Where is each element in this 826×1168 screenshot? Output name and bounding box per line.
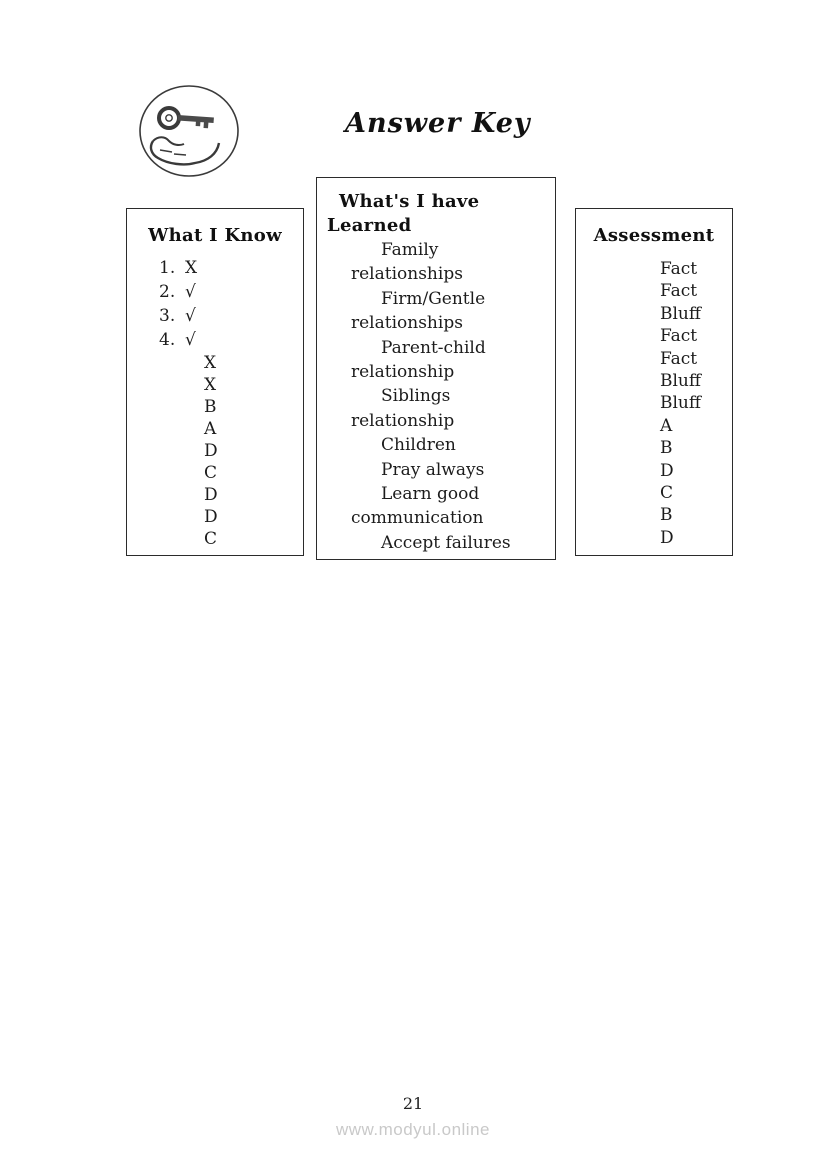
assessment-title: Assessment bbox=[593, 225, 715, 246]
answer-item: Bluff bbox=[660, 303, 701, 324]
item-number: 3. bbox=[159, 306, 176, 326]
answer-item: Accept failures bbox=[381, 532, 511, 553]
answer-item: Family bbox=[381, 240, 439, 260]
answer-item: D bbox=[660, 460, 674, 481]
answer-item: Fact bbox=[660, 348, 698, 369]
page-title: Answer Key bbox=[345, 108, 531, 139]
answer-item: Firm/Gentle bbox=[381, 288, 486, 309]
answer-item: Bluff bbox=[660, 393, 701, 414]
answer-item: Fact bbox=[660, 326, 698, 347]
item-value: √ bbox=[185, 330, 196, 350]
answer-item: Pray always bbox=[381, 459, 485, 480]
item-number: 4. bbox=[159, 330, 176, 350]
what-i-know-box bbox=[126, 208, 304, 556]
assessment-box bbox=[575, 208, 733, 556]
what-i-know-title: What I Know bbox=[148, 225, 282, 246]
key-in-hand-icon bbox=[138, 84, 240, 178]
answer-item: B bbox=[660, 505, 673, 526]
answer-item: Bluff bbox=[660, 371, 701, 392]
answer-item: B bbox=[204, 397, 217, 417]
answer-item bbox=[127, 280, 303, 304]
answer-item: Fact bbox=[660, 281, 698, 302]
answer-item: Parent-child bbox=[381, 337, 486, 358]
answer-item: B bbox=[660, 438, 673, 459]
whats-learned-title: Learned bbox=[327, 215, 412, 236]
answer-item: X bbox=[204, 375, 217, 395]
answer-item: A bbox=[660, 415, 673, 436]
watermark: www.modyul.online bbox=[335, 1120, 490, 1139]
answer-item bbox=[127, 256, 303, 280]
answer-item: D bbox=[204, 507, 218, 527]
answer-item: C bbox=[204, 529, 218, 549]
answer-item: Learn good bbox=[381, 484, 480, 505]
key-icon bbox=[138, 84, 240, 178]
item-value: √ bbox=[185, 306, 196, 326]
answer-item bbox=[127, 304, 303, 328]
whats-learned-title: What's I have bbox=[339, 191, 480, 212]
answer-item: Fact bbox=[660, 259, 698, 279]
answer-item: A bbox=[204, 419, 217, 439]
item-number: 2. bbox=[159, 282, 176, 302]
answer-item: relationships bbox=[351, 264, 463, 285]
answer-item: communication bbox=[351, 508, 484, 529]
answer-item: D bbox=[660, 527, 674, 548]
answer-item: X bbox=[204, 353, 217, 373]
item-value: √ bbox=[185, 282, 196, 302]
answer-item: Children bbox=[381, 435, 456, 456]
answer-item: relationship bbox=[351, 410, 455, 431]
answer-item: relationship bbox=[351, 362, 455, 383]
answer-item bbox=[127, 328, 303, 352]
page-number: 21 bbox=[402, 1094, 424, 1113]
answer-item: C bbox=[204, 463, 218, 483]
whats-i-have-learned-box bbox=[316, 177, 556, 560]
item-value: X bbox=[185, 258, 198, 278]
answer-item: D bbox=[204, 485, 218, 505]
answer-item: Siblings bbox=[381, 386, 451, 407]
answer-item: relationships bbox=[351, 313, 463, 334]
item-number: 1. bbox=[159, 258, 176, 278]
answer-item: D bbox=[204, 441, 218, 461]
answer-item: C bbox=[660, 483, 674, 504]
